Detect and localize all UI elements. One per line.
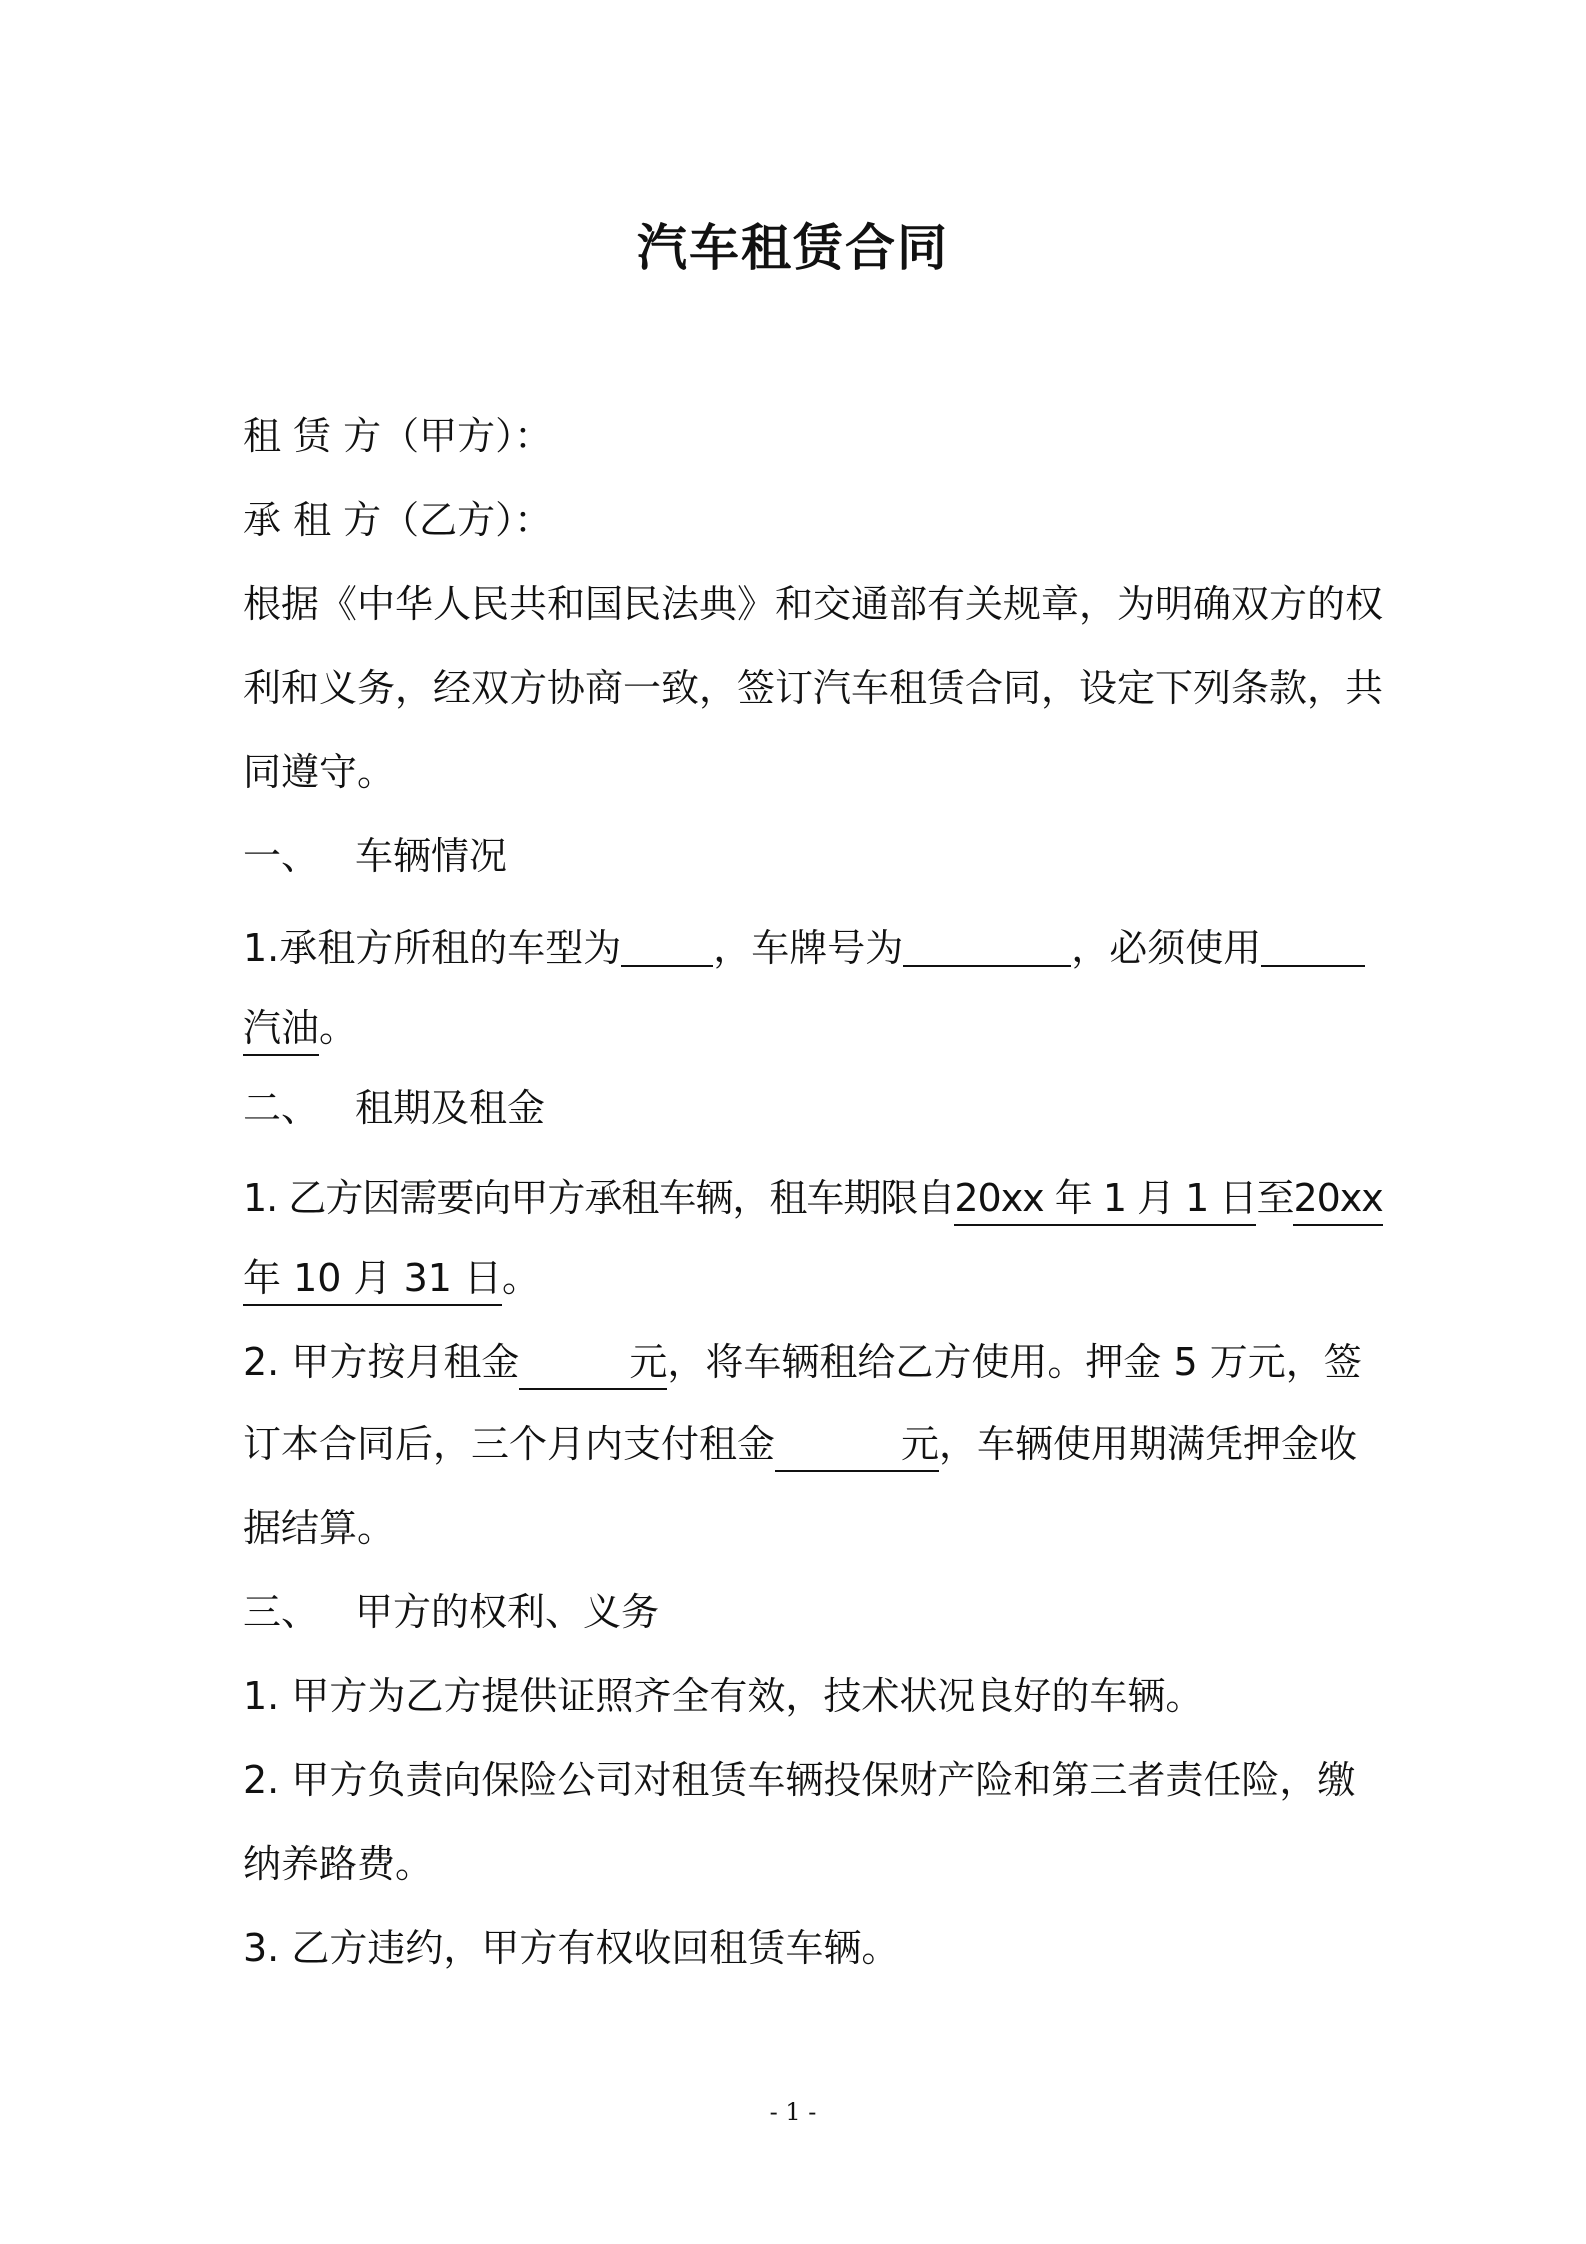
lessee-label: 承 租 方（乙方）： <box>243 498 553 542</box>
clause-text: 至 <box>1256 1176 1294 1220</box>
preamble-line-1: 根据《中华人民共和国民法典》和交通部有关规章，为明确双方的权 <box>243 582 1384 626</box>
lease-end-year: 20xx <box>1293 1172 1382 1226</box>
fuel-type-blank <box>1261 921 1365 967</box>
rent-payment-blank: 元 <box>775 1418 939 1472</box>
clause-text: ，必须使用 <box>1071 926 1262 970</box>
lessor-line <box>243 408 1353 464</box>
page-number: - 1 - <box>769 2098 817 2126</box>
section-title: 租期及租金 <box>355 1086 546 1130</box>
preamble-line-2: 利和义务，经双方协商一致，签订汽车租赁合同，设定下列条款，共 <box>243 666 1384 710</box>
clause-text: ，车牌号为 <box>713 926 904 970</box>
section-2-item-2-cont <box>243 1416 1358 1472</box>
section-3-item-2: 2. 甲方负责向保险公司对租赁车辆投保财产险和第三者责任险，缴 <box>243 1758 1356 1802</box>
plate-number-blank <box>903 921 1071 967</box>
vehicle-model-blank <box>621 921 713 967</box>
clause-text: 1.承租方所租的车型为 <box>243 926 622 970</box>
section-title: 甲方的权利、义务 <box>355 1590 660 1634</box>
section-1-heading <box>243 828 1353 884</box>
section-title: 车辆情况 <box>355 834 508 878</box>
section-2-item-1 <box>243 1170 1383 1226</box>
section-number: 三、 <box>243 1590 320 1634</box>
clause-text: 。 <box>319 1006 358 1050</box>
section-1-item-1-cont <box>243 1000 1353 1056</box>
section-2-heading <box>243 1080 1353 1136</box>
lessor-label: 租 赁 方（甲方）： <box>243 414 553 458</box>
section-number: 二、 <box>243 1086 320 1130</box>
clause-text: ，车辆使用期满凭押金收 <box>939 1422 1358 1466</box>
section-3-item-2-cont: 纳养路费。 <box>243 1842 434 1886</box>
section-3-item-1: 1. 甲方为乙方提供证照齐全有效，技术状况良好的车辆。 <box>243 1674 1204 1718</box>
section-3-heading <box>243 1584 1353 1640</box>
section-2-item-1-cont <box>243 1250 1353 1306</box>
clause-text: 。 <box>502 1256 541 1300</box>
lessee-line <box>243 492 1353 548</box>
clause-text: 订本合同后，三个月内支付租金 <box>243 1422 776 1466</box>
clause-text: 1. 乙方因需要向甲方承租车辆，租车期限自 <box>243 1176 955 1220</box>
lease-end-date: 年 10 月 31 日 <box>243 1252 502 1306</box>
lease-start-date: 20xx 年 1 月 1 日 <box>954 1172 1256 1226</box>
clause-text: ，将车辆租给乙方使用。押金 5 万元，签 <box>667 1340 1362 1384</box>
preamble-line-3: 同遵守。 <box>243 750 396 794</box>
section-2-item-2-end: 据结算。 <box>243 1506 396 1550</box>
monthly-rent-blank: 元 <box>519 1336 667 1390</box>
section-1-item-1 <box>243 920 1353 976</box>
document-title: 汽车租赁合同 <box>637 219 949 277</box>
fuel-underlined-text: 汽油 <box>243 1002 319 1056</box>
section-2-item-2 <box>243 1334 1362 1390</box>
section-3-item-3: 3. 乙方违约，甲方有权收回租赁车辆。 <box>243 1926 900 1970</box>
clause-text: 2. 甲方按月租金 <box>243 1340 520 1384</box>
section-number: 一、 <box>243 834 320 878</box>
